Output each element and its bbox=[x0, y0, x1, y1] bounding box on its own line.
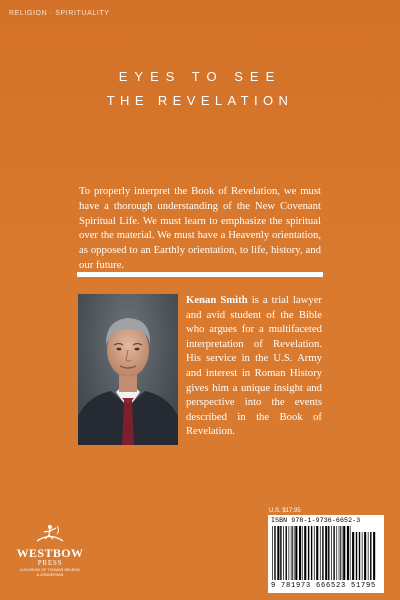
barcode-bar bbox=[331, 526, 332, 580]
barcode-bar bbox=[325, 526, 327, 580]
barcode-bar bbox=[333, 526, 334, 580]
barcode-bar bbox=[283, 526, 284, 580]
isbn-barcode bbox=[268, 515, 384, 593]
barcode-number: 9 781973 666523 51795 bbox=[271, 582, 377, 590]
barcode-bar bbox=[295, 526, 297, 580]
barcode-bar bbox=[289, 526, 290, 580]
barcode-bar bbox=[339, 526, 340, 580]
barcode-addon: 51795 bbox=[351, 582, 377, 590]
barcode-bar bbox=[311, 526, 312, 580]
publisher-division: A DIVISION OF THOMAS NELSON bbox=[20, 568, 80, 572]
barcode-bar bbox=[350, 526, 351, 580]
publisher-logo bbox=[10, 524, 90, 577]
barcode-bar bbox=[359, 532, 360, 580]
title-line-1: EYES TO SEE bbox=[118, 69, 282, 84]
archer-logo-icon bbox=[35, 524, 65, 542]
barcode-bar bbox=[373, 532, 375, 580]
barcode-bar bbox=[328, 526, 329, 580]
author-name: Kenan Smith bbox=[186, 294, 248, 306]
book-title bbox=[0, 68, 400, 110]
barcode-bar bbox=[308, 526, 309, 580]
price-label: U.S. $17.95 bbox=[269, 508, 301, 514]
barcode-bar bbox=[322, 526, 323, 580]
barcode-bar bbox=[340, 526, 341, 580]
isbn-text: ISBN 978-1-9736-6652-3 bbox=[271, 517, 361, 524]
barcode-bar bbox=[336, 526, 337, 580]
book-description: To properly interpret the Book of Revelation, we must have a thorough understanding of the New Covenant Spiritual Life. We must learn to emphasize the spiritual over the material. We must have a Heavenly orientation, as opposed to an Earthly orientation, to life, history, and our future. bbox=[79, 185, 321, 271]
publisher-division-2: & ZONDERVAN bbox=[36, 572, 64, 577]
barcode-bar bbox=[302, 526, 303, 580]
barcode-bar bbox=[277, 526, 279, 580]
barcode-bar bbox=[291, 526, 292, 580]
barcode-bar bbox=[299, 526, 301, 580]
barcode-bar bbox=[314, 526, 315, 580]
barcode-bar bbox=[343, 526, 345, 580]
publisher-press: PRESS bbox=[37, 559, 63, 567]
divider-bar bbox=[77, 272, 323, 277]
category-label: RELIGION · SPIRITUALITY bbox=[9, 10, 110, 17]
barcode-bar bbox=[362, 532, 363, 580]
barcode-bar bbox=[342, 526, 343, 580]
barcode-bar bbox=[356, 532, 357, 580]
barcode-bar bbox=[304, 526, 306, 580]
barcode-bar bbox=[320, 526, 321, 580]
barcode-bar bbox=[370, 532, 371, 580]
title-line-2: THE REVELATION bbox=[106, 93, 294, 108]
barcode-bar bbox=[280, 526, 281, 580]
barcode-bar bbox=[368, 532, 369, 580]
author-bio bbox=[186, 293, 322, 439]
barcode-bar bbox=[294, 526, 295, 580]
author-bio-text: is a trial lawyer and avid student of the Bible who argues for a multifaceted interpretation of Revelation. His service in the U.S. Army and interest in Roman History gives him a unique insight and perspective into the events described in the Book of Revelation. bbox=[186, 294, 322, 438]
barcode-bar bbox=[316, 526, 318, 580]
barcode-bar bbox=[347, 526, 349, 580]
barcode-bar bbox=[292, 526, 293, 580]
barcode-bar bbox=[352, 532, 354, 580]
barcode-bar bbox=[286, 526, 287, 580]
barcode-bar bbox=[272, 526, 273, 580]
barcode-bars bbox=[272, 526, 380, 582]
barcode-bar bbox=[274, 526, 275, 580]
barcode-bar bbox=[364, 532, 366, 580]
author-portrait-icon bbox=[78, 294, 178, 445]
author-photo bbox=[78, 294, 178, 445]
publisher-name: WESTBOW bbox=[16, 546, 84, 560]
